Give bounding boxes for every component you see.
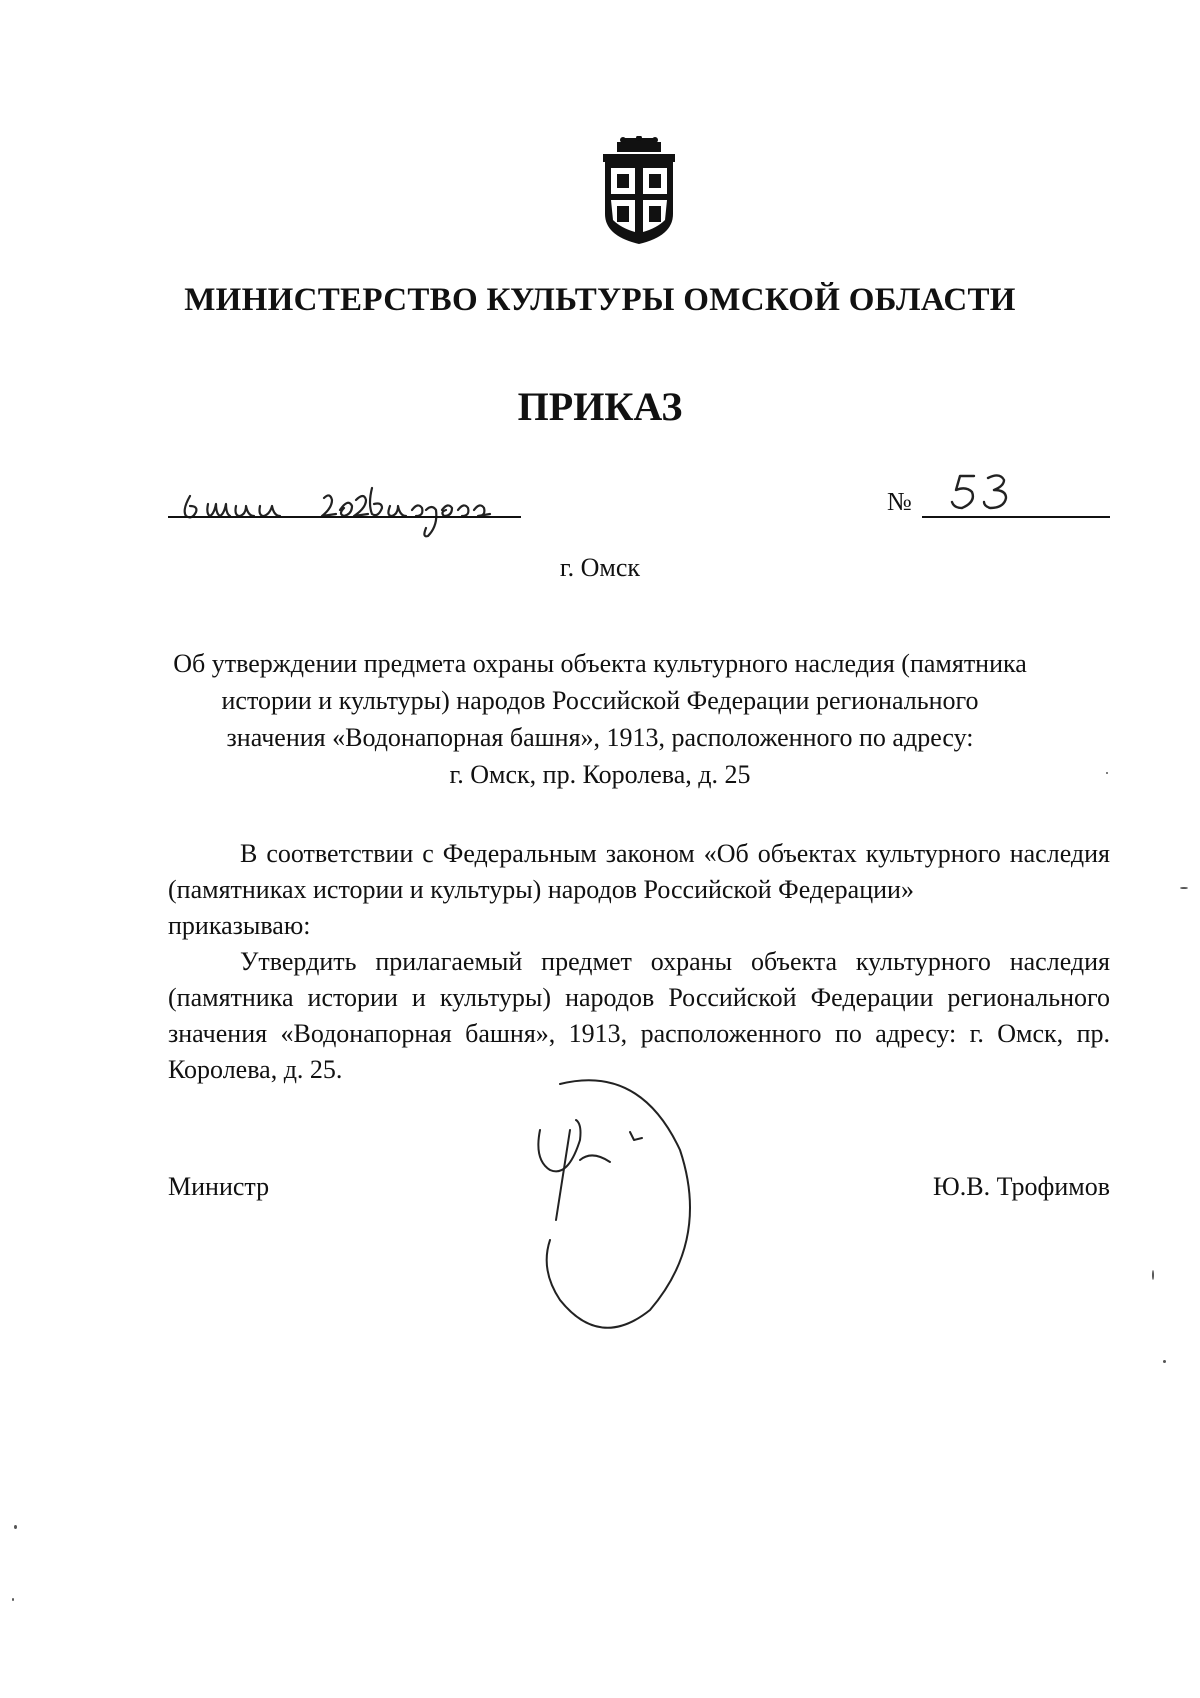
title-line: значения «Водонапорная башня», 1913, расположенного по адресу: — [226, 723, 974, 752]
title-line: Об утверждении предмета охраны объекта культурного наследия (памятника — [173, 649, 1027, 678]
city-line: г. Омск — [559, 553, 641, 582]
scan-speck — [1180, 887, 1188, 889]
scan-speck — [1163, 1360, 1166, 1363]
title-line: г. Омск, пр. Королева, д. 25 — [449, 760, 751, 789]
scan-speck — [14, 1525, 17, 1529]
handwritten-signature — [530, 1070, 710, 1340]
body-paragraph-basis: В соответствии с Федеральным законом «Об объектах культурного наследия (памятниках истории и культуры) народов Российской Федерации» — [168, 839, 1110, 904]
order-title — [170, 645, 1030, 793]
body-paragraph-decision: Утвердить прилагаемый предмет охраны объекта культурного наследия (памятника истории и культуры) народов Российской Федерации регионального значения «Водонапорная башня», 1913, расположенного по адресу: г. Омск, пр. Королева, д. 25. — [168, 947, 1110, 1084]
handwritten-number — [948, 468, 1018, 516]
title-line: истории и культуры) народов Российской Федерации регионального — [221, 686, 979, 715]
signatory-position: Министр — [168, 1172, 270, 1201]
signatory-name: Ю.В. Трофимов — [933, 1172, 1110, 1201]
number-label: № — [887, 487, 912, 516]
date-underline — [168, 516, 521, 518]
order-body — [168, 836, 1110, 1088]
document-type-heading: ПРИКАЗ — [517, 384, 683, 429]
scan-speck — [1152, 1270, 1154, 1280]
ministry-heading: МИНИСТЕРСТВО КУЛЬТУРЫ ОМСКОЙ ОБЛАСТИ — [184, 282, 1016, 318]
number-underline — [922, 516, 1110, 518]
scan-speck — [1106, 772, 1108, 774]
handwritten-date — [176, 470, 526, 540]
coat-of-arms-icon — [599, 136, 679, 246]
body-paragraph-order-word: приказываю: — [168, 911, 311, 940]
scan-speck — [12, 1598, 14, 1601]
